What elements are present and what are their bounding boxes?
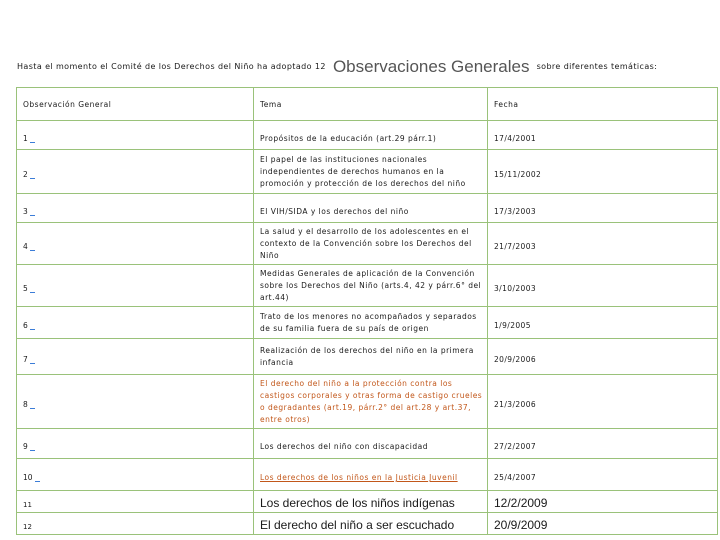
intro-sentence	[17, 56, 657, 77]
row-fecha: 21/7/2003	[494, 242, 537, 251]
link-underline[interactable]	[30, 142, 35, 143]
row-fecha: 20/9/2009	[494, 518, 548, 532]
link-underline[interactable]	[35, 481, 40, 482]
table-row	[17, 223, 718, 265]
justicia-juvenil-link[interactable]: Los derechos de los niños en la Justicia Juvenil	[260, 473, 458, 482]
row-tema: Medidas Generales de aplicación de la Convención sobre los Derechos del Niño (arts.4, 42 y párr.6° del art.44)	[260, 268, 482, 302]
link-underline[interactable]	[30, 292, 35, 293]
row-tema: Los derechos de los niños indígenas	[260, 496, 455, 510]
table-row	[17, 491, 718, 513]
row-number: 5	[23, 284, 28, 293]
table-row	[17, 307, 718, 339]
table-row	[17, 459, 718, 491]
row-tema: El derecho del niño a ser escuchado	[260, 518, 455, 532]
observaciones-table	[16, 87, 718, 535]
link-underline[interactable]	[30, 178, 35, 179]
row-tema: Propósitos de la educación (art.29 párr.1)	[260, 133, 437, 143]
row-number: 1	[23, 133, 28, 143]
row-number: 11	[23, 501, 32, 509]
table-row	[17, 265, 718, 307]
row-tema: El derecho del niño a la protección contra los castigos corporales y otras forma de castigo crueles o degradantes (art.19, párr.2° del art.28 y art.37, entre otros)	[260, 378, 483, 424]
row-fecha: 20/9/2006	[494, 355, 537, 364]
header-fecha: Fecha	[488, 88, 718, 121]
row-number: 2	[23, 170, 28, 179]
header-observacion: Observación General	[17, 88, 254, 121]
row-number: 8	[23, 400, 28, 409]
row-number: 9	[23, 442, 28, 451]
row-number: 10	[23, 473, 33, 482]
row-number: 3	[23, 206, 28, 216]
row-fecha: 21/3/2006	[494, 400, 537, 409]
table-row	[17, 429, 718, 459]
table-row	[17, 194, 718, 223]
link-underline[interactable]	[30, 408, 35, 409]
link-underline[interactable]	[30, 215, 35, 216]
row-tema: El papel de las instituciones nacionales independientes de derechos humanos en la promoción y protección de los derechos del niño	[260, 154, 466, 188]
row-fecha: 17/4/2001	[494, 133, 537, 143]
row-number: 4	[23, 242, 28, 251]
row-number: 6	[23, 321, 28, 330]
table-row	[17, 121, 718, 150]
intro-after: sobre diferentes temáticas:	[536, 62, 658, 71]
row-number: 12	[23, 523, 32, 531]
row-number: 7	[23, 355, 28, 364]
table-row	[17, 375, 718, 429]
link-underline[interactable]	[30, 250, 35, 251]
row-fecha: 25/4/2007	[494, 473, 537, 482]
row-tema: El VIH/SIDA y los derechos del niño	[260, 206, 409, 216]
row-fecha: 17/3/2003	[494, 206, 537, 216]
row-tema: Realización de los derechos del niño en la primera infancia	[260, 345, 474, 367]
link-underline[interactable]	[30, 363, 35, 364]
row-fecha: 1/9/2005	[494, 321, 531, 330]
table-row	[17, 150, 718, 194]
row-tema: Trato de los menores no acompañados y separados de su familia fuera de su país de origen	[260, 311, 477, 333]
row-tema: Los derechos del niño con discapacidad	[260, 442, 429, 451]
row-fecha: 15/11/2002	[494, 170, 542, 179]
row-fecha: 27/2/2007	[494, 442, 537, 451]
intro-highlight: Observaciones Generales	[332, 56, 530, 76]
intro-before: Hasta el momento el Comité de los Derechos del Niño ha adoptado 12	[17, 62, 326, 71]
table-row	[17, 513, 718, 535]
table-header-row	[17, 88, 718, 121]
row-fecha: 12/2/2009	[494, 496, 548, 510]
link-underline[interactable]	[30, 329, 35, 330]
header-tema: Tema	[254, 88, 488, 121]
row-fecha: 3/10/2003	[494, 284, 537, 293]
link-underline[interactable]	[30, 450, 35, 451]
table-row	[17, 339, 718, 375]
row-tema: La salud y el desarrollo de los adolescentes en el contexto de la Convención sobre los Derechos del Niño	[260, 226, 472, 260]
